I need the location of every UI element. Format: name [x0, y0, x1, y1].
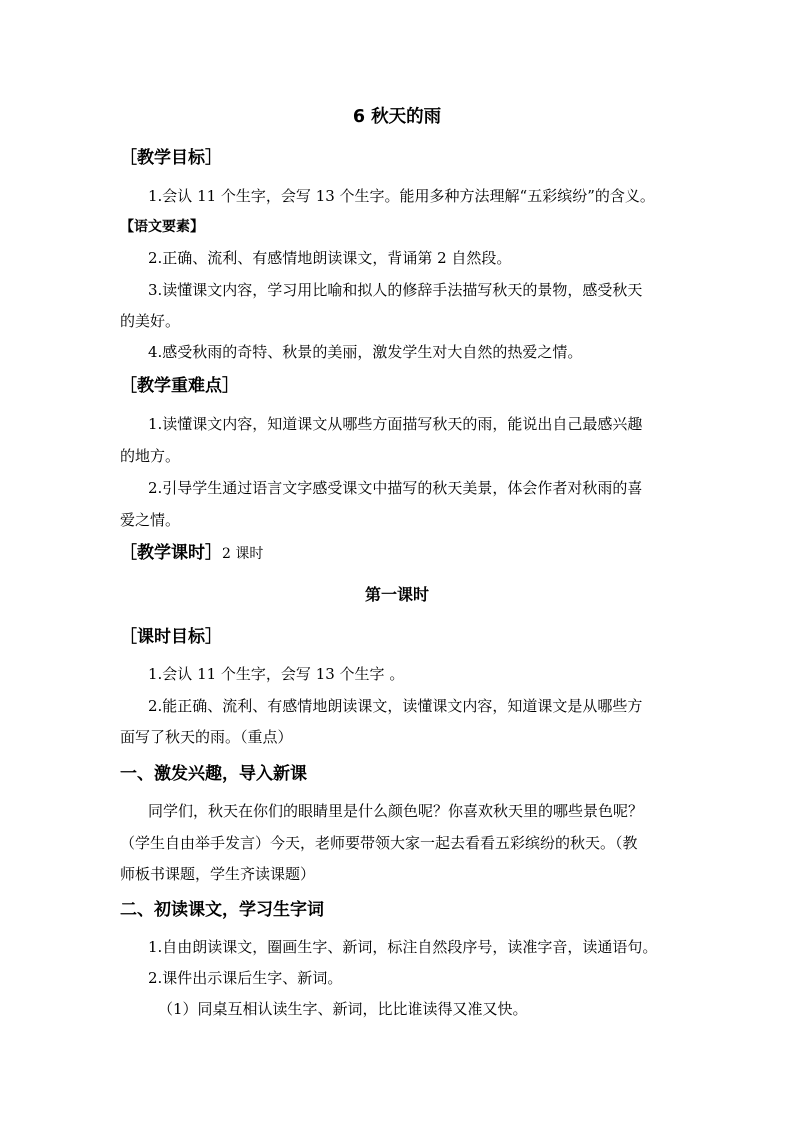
section-1-line-1: 同学们，秋天在你们的眼睛里是什么颜色呢？你喜欢秋天里的哪些景色呢？: [148, 802, 644, 820]
lesson-objectives-heading: ［课时目标］: [120, 627, 222, 647]
objective-1: 1.会认 11 个生字，会写 13 个生字。能用多种方法理解“五彩缤纷”的含义。: [148, 187, 655, 205]
objectives-heading: ［教学目标］: [120, 148, 222, 168]
section-2-heading: 二、初读课文，学习生字词: [120, 900, 324, 920]
objective-3-line-2: 的美好。: [120, 312, 181, 330]
lesson-objective-1: 1.会认 11 个生字，会写 13 个生字 。: [148, 665, 405, 683]
page-title: 6 秋天的雨: [352, 107, 442, 127]
language-element-label: 【语文要素】: [120, 219, 204, 235]
key-points-heading: ［教学重难点］: [120, 376, 239, 396]
key-point-1-line-2: 的地方。: [120, 447, 181, 465]
periods-line: [120, 543, 263, 564]
key-point-2-line-2: 爱之情。: [120, 511, 181, 529]
section-1-heading: 一、激发兴趣，导入新课: [120, 764, 307, 784]
periods-value: 2 课时: [222, 546, 264, 562]
lesson-1-title: 第一课时: [364, 585, 429, 604]
key-point-2-line-1: 2.引导学生通过语言文字感受课文中描写的秋天美景，体会作者对秋雨的喜: [148, 479, 643, 497]
lesson-objective-2-line-2: 面写了秋天的雨。（重点）: [120, 728, 293, 746]
section-1-line-3: 师板书课题，学生齐读课题）: [120, 865, 316, 883]
lesson-objective-2-line-1: 2.能正确、流利、有感情地朗读课文，读懂课文内容，知道课文是从哪些方: [148, 697, 643, 715]
section-2-line-2: 2.课件出示课后生字、新词。: [148, 969, 343, 987]
periods-heading: ［教学课时］: [120, 543, 222, 563]
objective-2: 2.正确、流利、有感情地朗读课文，背诵第 2 自然段。: [148, 249, 512, 267]
section-1-line-2: （学生自由举手发言）今天，老师要带领大家一起去看看五彩缤纷的秋天。（教: [120, 834, 638, 852]
objective-3-line-1: 3.读懂课文内容，学习用比喻和拟人的修辞手法描写秋天的景物，感受秋天: [148, 281, 643, 299]
objective-4: 4.感受秋雨的奇特、秋景的美丽，激发学生对大自然的热爱之情。: [148, 343, 583, 361]
section-2-line-3: （1）同桌互相认读生字、新词，比比谁读得又准又快。: [158, 1000, 528, 1018]
section-2-line-1: 1.自由朗读课文，圈画生字、新词，标注自然段序号，读准字音，读通语句。: [148, 938, 658, 956]
key-point-1-line-1: 1.读懂课文内容，知道课文从哪些方面描写秋天的雨，能说出自己最感兴趣: [148, 415, 643, 433]
